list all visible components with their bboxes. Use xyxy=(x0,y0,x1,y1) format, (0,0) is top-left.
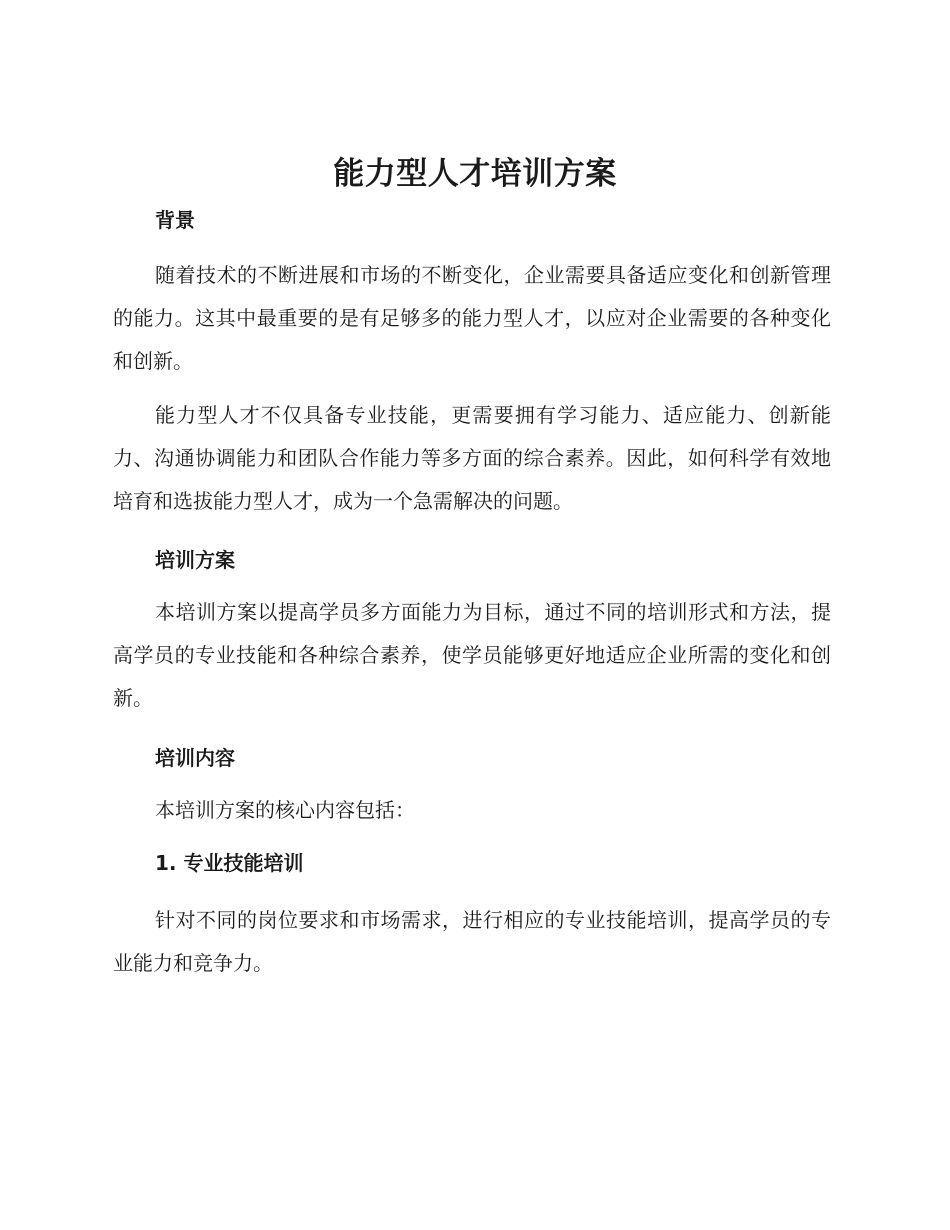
section-heading-background: 背景 xyxy=(155,208,195,232)
section-heading-plan: 培训方案 xyxy=(155,548,235,572)
paragraph-background-2: 能力型人才不仅具备专业技能，更需要拥有学习能力、适应能力、创新能力、沟通协调能力和团队合作能力等多方面的综合素养。因此，如何科学有效地培育和选拔能力型人才，成为一个急需解决的问题。 xyxy=(113,403,831,513)
document-body xyxy=(113,200,831,985)
paragraph-plan-1: 本培训方案以提高学员多方面能力为目标，通过不同的培训形式和方法，提高学员的专业技能和各种综合素养，使学员能够更好地适应企业所需的变化和创新。 xyxy=(113,600,831,710)
document-title: 能力型人才培训方案 xyxy=(333,156,617,192)
section-heading-content: 培训内容 xyxy=(155,746,235,770)
paragraph-background-1: 随着技术的不断进展和市场的不断变化，企业需要具备适应变化和创新管理的能力。这其中最重要的是有足够多的能力型人才，以应对企业需要的各种变化和创新。 xyxy=(113,263,831,373)
subsection-heading-skills: 1. 专业技能培训 xyxy=(155,851,304,875)
paragraph-skills-1: 针对不同的岗位要求和市场需求，进行相应的专业技能培训，提高学员的专业能力和竞争力。 xyxy=(113,908,831,975)
paragraph-content-1: 本培训方案的核心内容包括： xyxy=(155,798,415,822)
